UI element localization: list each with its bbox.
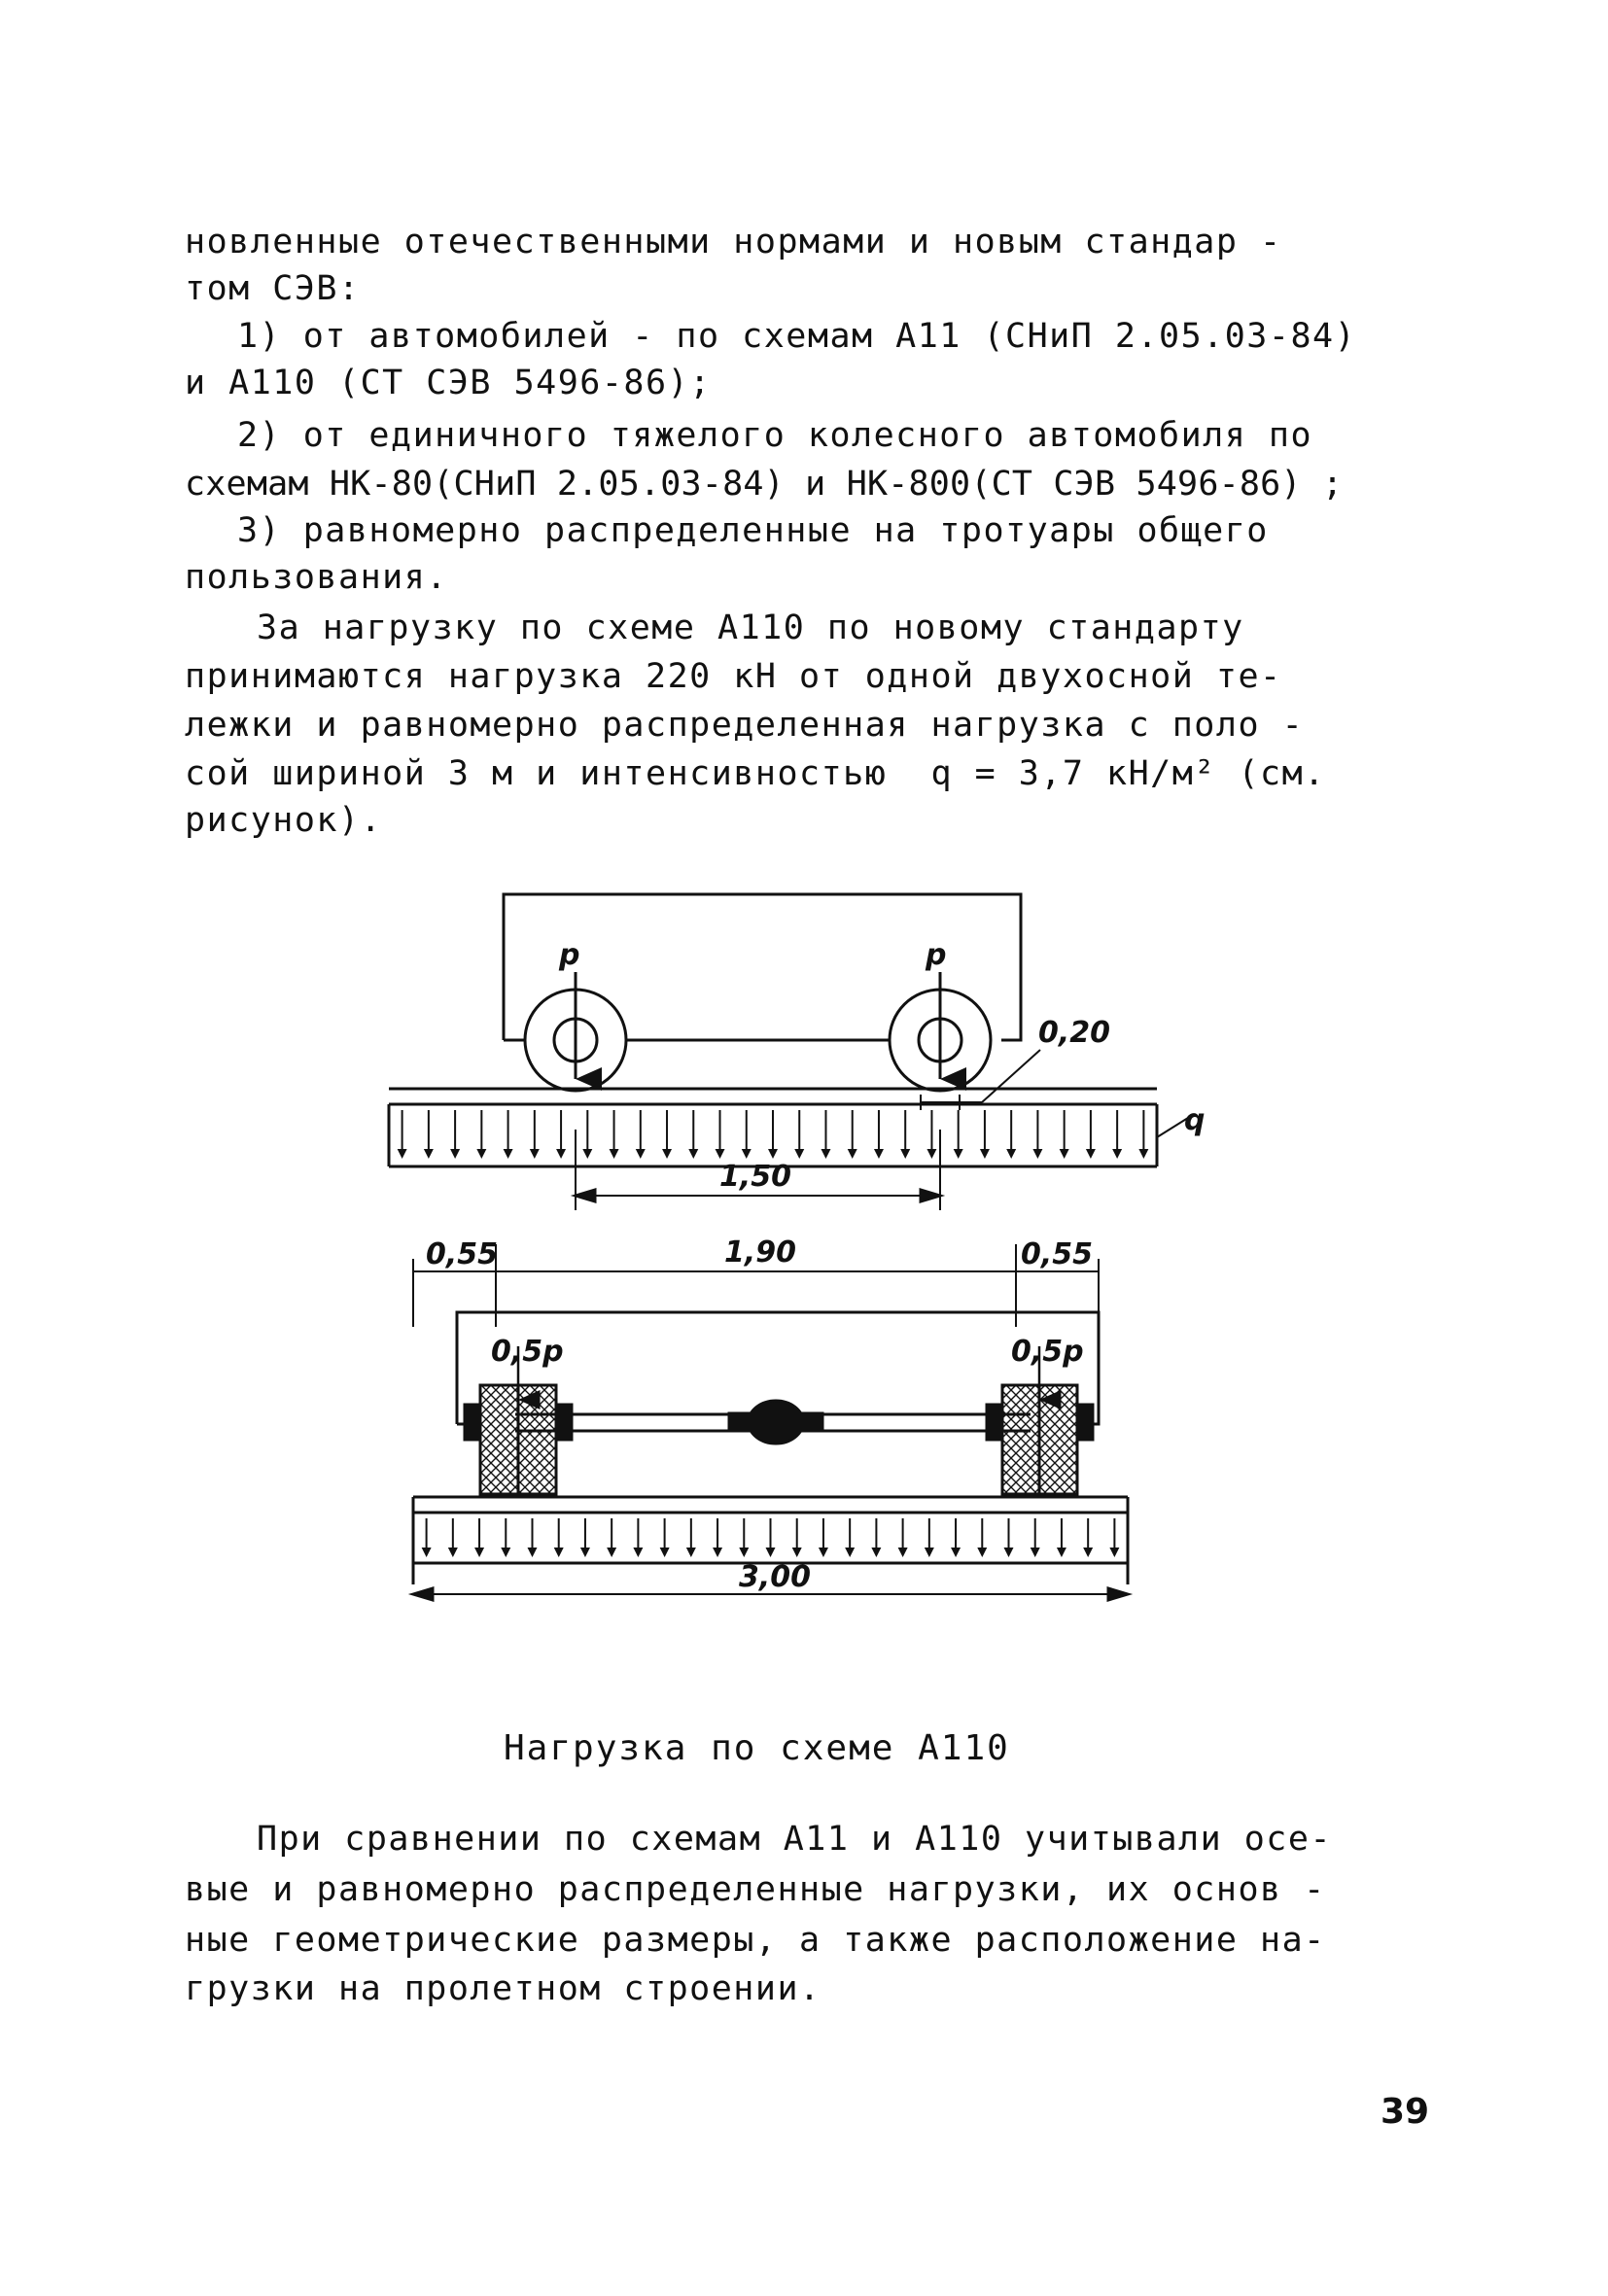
- load-arrowhead: [1032, 1149, 1042, 1159]
- load-arrowhead: [556, 1149, 566, 1159]
- label-axle-spacing: 1,50: [719, 1160, 792, 1194]
- load-arrowhead: [848, 1149, 857, 1159]
- load-arrowhead: [977, 1548, 987, 1557]
- figure-caption: Нагрузка по схеме А110: [504, 1728, 1010, 1768]
- load-arrowhead: [610, 1149, 619, 1159]
- text-line: За нагрузку по схеме А110 по новому стандарту: [257, 609, 1244, 647]
- load-arrowhead: [450, 1149, 460, 1159]
- load-arrowhead: [900, 1149, 910, 1159]
- label-p-rear: p: [926, 938, 947, 972]
- page-number: 39: [1381, 2092, 1430, 2132]
- load-arrowhead: [501, 1548, 510, 1557]
- load-arrowhead: [739, 1548, 749, 1557]
- load-arrowhead: [926, 1149, 936, 1159]
- load-arrowhead: [1060, 1149, 1069, 1159]
- load-arrowhead: [794, 1149, 804, 1159]
- load-arrowhead: [845, 1548, 855, 1557]
- load-scheme-diagram: [340, 855, 1215, 1711]
- load-arrowhead: [980, 1149, 990, 1159]
- text-line: грузки на пролетном строении.: [185, 1969, 821, 2008]
- text-line: ные геометрические размеры, а также расположение на-: [185, 1921, 1326, 1960]
- load-arrowhead: [1004, 1548, 1014, 1557]
- load-arrowhead: [871, 1548, 881, 1557]
- load-arrowhead: [821, 1149, 830, 1159]
- load-arrowhead: [530, 1149, 540, 1159]
- load-arrowhead: [1031, 1548, 1040, 1557]
- load-arrowhead: [792, 1548, 802, 1557]
- load-arrowhead: [925, 1548, 934, 1557]
- load-arrowhead: [1057, 1548, 1066, 1557]
- load-arrowhead: [874, 1149, 884, 1159]
- text-line: рисунок).: [185, 801, 383, 840]
- load-arrowhead: [1112, 1149, 1122, 1159]
- load-arrowhead: [819, 1548, 828, 1557]
- load-arrowhead: [554, 1548, 564, 1557]
- load-arrowhead: [688, 1149, 698, 1159]
- text-line: лежки и равномерно распределенная нагрузка с поло -: [185, 706, 1305, 745]
- label-edge-offset-left: 0,55: [426, 1237, 499, 1271]
- load-arrowhead: [504, 1149, 513, 1159]
- text-line: вые и равномерно распределенные нагрузки, их основ -: [185, 1870, 1326, 1909]
- load-arrowhead: [660, 1548, 670, 1557]
- load-arrowhead: [448, 1548, 458, 1557]
- load-arrowhead: [716, 1149, 725, 1159]
- load-arrowhead: [1086, 1149, 1096, 1159]
- load-arrowhead: [1083, 1548, 1093, 1557]
- load-arrowhead: [580, 1548, 590, 1557]
- text-line: том СЭВ:: [185, 269, 361, 308]
- distributed-load-arrows-top: [398, 1110, 1149, 1159]
- label-contact-width: 0,20: [1038, 1016, 1111, 1050]
- load-arrowhead: [686, 1548, 696, 1557]
- load-arrowhead: [742, 1149, 752, 1159]
- load-arrowhead: [766, 1548, 776, 1557]
- load-arrowhead: [582, 1149, 592, 1159]
- load-arrowhead: [951, 1548, 961, 1557]
- load-arrowhead: [636, 1149, 646, 1159]
- load-arrowhead: [954, 1149, 963, 1159]
- load-arrowhead: [424, 1149, 434, 1159]
- load-arrowhead: [528, 1548, 538, 1557]
- label-q: q: [1184, 1103, 1206, 1137]
- text-line: пользования.: [185, 558, 448, 597]
- load-arrowhead: [898, 1548, 908, 1557]
- load-arrowhead: [422, 1548, 432, 1557]
- label-half-p-right: 0,5p: [1011, 1335, 1084, 1369]
- text-line: схемам НК-80(СНиП 2.05.03-84) и НК-800(СТ СЭВ 5496-86) ;: [185, 465, 1344, 504]
- load-arrowhead: [768, 1149, 778, 1159]
- text-line: При сравнении по схемам А11 и А110 учитывали осе-: [257, 1820, 1333, 1859]
- label-lane-width: 3,00: [739, 1560, 812, 1594]
- label-half-p-left: 0,5p: [491, 1335, 564, 1369]
- load-arrowhead: [1006, 1149, 1016, 1159]
- text-line: новленные отечественными нормами и новым стандар -: [185, 223, 1282, 261]
- load-arrowhead: [662, 1149, 672, 1159]
- load-arrowhead: [1109, 1548, 1119, 1557]
- label-edge-offset-right: 0,55: [1021, 1237, 1094, 1271]
- load-arrowhead: [713, 1548, 722, 1557]
- load-scheme-figure: [340, 855, 1215, 1711]
- text-line: сой шириной 3 м и интенсивностью q = 3,7 кН/м² (см.: [185, 754, 1326, 793]
- load-arrowhead: [607, 1548, 616, 1557]
- load-arrowhead: [1138, 1149, 1148, 1159]
- label-p-front: p: [559, 938, 580, 972]
- load-arrowhead: [633, 1548, 643, 1557]
- text-line: и А110 (СТ СЭВ 5496-86);: [185, 364, 712, 402]
- text-line: 1) от автомобилей - по схемам А11 (СНиП 2.05.03-84): [237, 317, 1357, 356]
- text-line: 2) от единичного тяжелого колесного автомобиля по: [237, 416, 1313, 455]
- text-line: 3) равномерно распределенные на тротуары общего: [237, 511, 1269, 550]
- load-arrowhead: [476, 1149, 486, 1159]
- load-arrowhead: [474, 1548, 484, 1557]
- distributed-load-arrows-bottom: [422, 1518, 1120, 1557]
- text-line: принимаются нагрузка 220 кН от одной двухосной те-: [185, 657, 1282, 696]
- load-arrowhead: [398, 1149, 407, 1159]
- label-wheel-track: 1,90: [724, 1235, 797, 1270]
